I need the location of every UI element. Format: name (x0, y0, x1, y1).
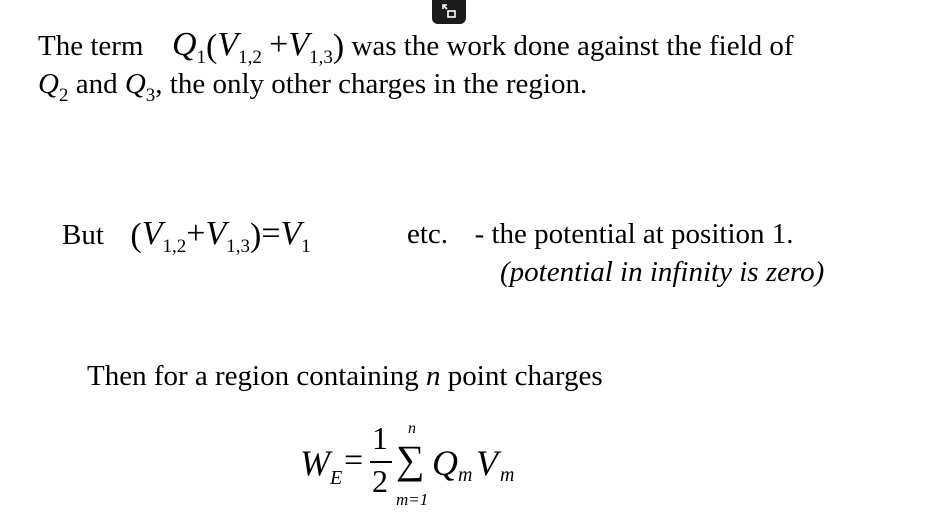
q-symbol: Q (432, 443, 458, 483)
v-subscript: 1,2 (162, 236, 187, 257)
line-3 (62, 217, 311, 256)
q2-symbol: Q (38, 68, 59, 100)
expand-icon[interactable] (432, 0, 466, 24)
sigma-symbol: ∑ (396, 437, 425, 482)
but-word: But (62, 219, 104, 251)
line1-suffix: was the work done against the field of (351, 30, 794, 62)
equals-sign: = (261, 215, 281, 252)
fraction-denominator: 2 (372, 463, 388, 499)
line-4 (87, 359, 603, 393)
q-subscript: 1 (196, 47, 207, 68)
q-subscript: m (458, 464, 473, 486)
v-symbol: V (141, 215, 163, 252)
and-word: and (75, 68, 118, 100)
note: (potential in infinity is zero) (500, 256, 825, 288)
fraction-numerator: 1 (372, 420, 388, 456)
v-subscript: m (500, 464, 515, 486)
close-paren: ) (249, 217, 262, 254)
line3-rest: - the potential at position 1. (474, 218, 794, 250)
q-symbol: Q (171, 26, 197, 63)
v-symbol: V (217, 26, 239, 63)
line2-rest: , the only other charges in the region. (155, 68, 588, 100)
q3-subscript: 3 (145, 85, 156, 106)
q3-symbol: Q (124, 68, 146, 100)
v-symbol: V (476, 443, 498, 483)
v-symbol: V (288, 26, 310, 63)
line4-prefix: Then for a region containing (87, 360, 419, 392)
line1-prefix: The term (38, 30, 144, 62)
line-1 (38, 28, 794, 67)
open-paren: ( (206, 28, 218, 65)
line3-tail (407, 217, 794, 251)
n-symbol: n (426, 360, 441, 392)
close-paren: ) (332, 28, 345, 65)
v-subscript: 1,3 (226, 236, 250, 257)
line4-suffix: point charges (447, 360, 603, 392)
q2-subscript: 2 (58, 85, 69, 106)
sum-upper-limit: n (408, 420, 416, 437)
w-subscript: E (330, 467, 343, 489)
energy-formula (300, 420, 560, 520)
v-subscript: 1,2 (238, 47, 262, 68)
sum-lower-limit: m=1 (396, 490, 429, 509)
plus-sign: + (269, 26, 289, 63)
equals-sign: = (344, 442, 364, 479)
v-subscript: 1,3 (309, 47, 333, 68)
line-2 (38, 67, 587, 105)
w-symbol: W (300, 443, 330, 483)
v-symbol: V (205, 215, 227, 252)
plus-sign: + (186, 215, 206, 252)
etc-word: etc. (407, 218, 449, 250)
v-subscript: 1 (301, 236, 311, 257)
v-symbol: V (280, 215, 302, 252)
open-paren: ( (130, 217, 142, 254)
